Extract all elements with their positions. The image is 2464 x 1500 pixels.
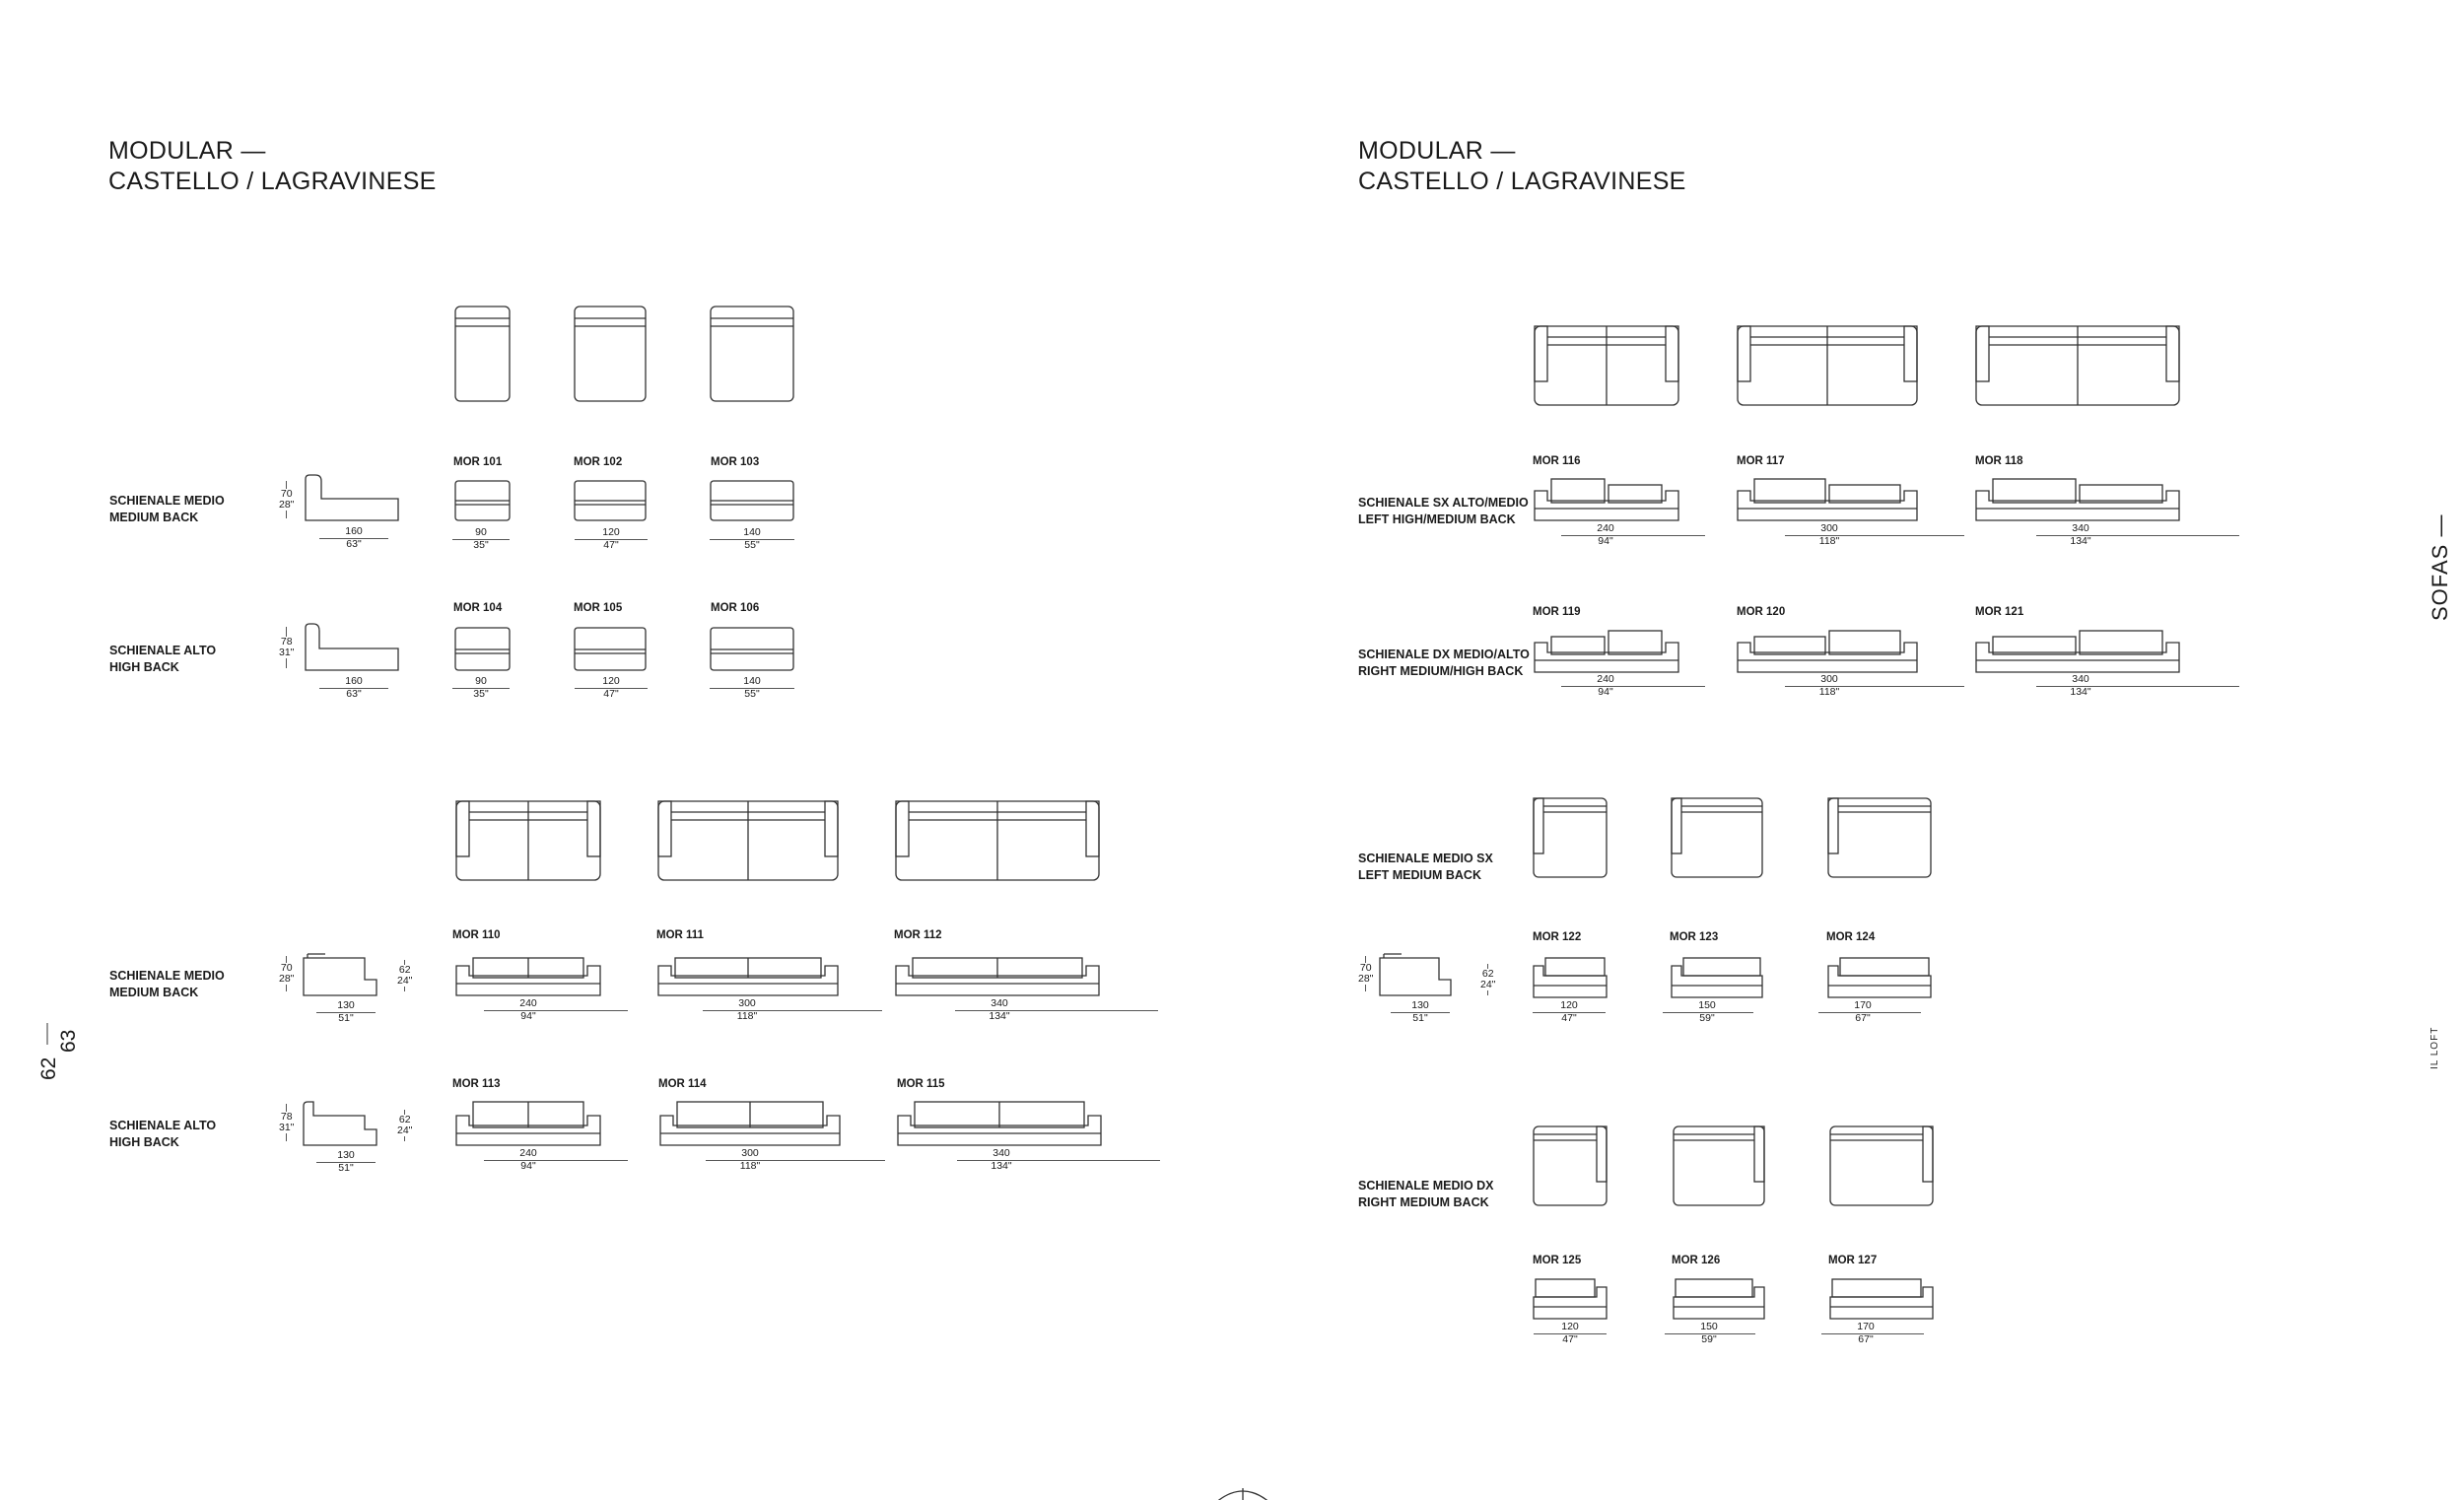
module-width: 140 55": [708, 527, 796, 551]
module-code: MOR 124: [1826, 931, 1876, 943]
page-number-left: 62: [37, 1057, 60, 1080]
module-code: MOR 113: [452, 1078, 501, 1090]
module-code: MOR 121: [1975, 606, 2024, 618]
front-mor-112: [896, 958, 1099, 995]
plan-mor-102: [575, 307, 646, 401]
binding-mark-icon: [1214, 1488, 1271, 1500]
module-width: 340 134": [2036, 674, 2125, 698]
plan-mor-123: [1672, 798, 1762, 877]
module-width: 300 118": [1785, 674, 1874, 698]
module-width: 300 118": [706, 1148, 794, 1172]
page-number-right: 63: [57, 1029, 80, 1053]
module-code: MOR 123: [1670, 931, 1719, 943]
module-width: 120 47": [1525, 1000, 1613, 1024]
plan-mor-111: [658, 801, 838, 880]
right-row1-label: SCHIENALE SX ALTO/MEDIO LEFT HIGH/MEDIUM BACK: [1358, 496, 1529, 526]
profile-right-row3: [1380, 954, 1451, 995]
module-code: MOR 118: [1975, 455, 2023, 467]
module-width: 90 35": [437, 527, 525, 551]
front-mor-105: [575, 628, 646, 670]
plan-mor-124: [1828, 798, 1931, 877]
module-code: MOR 106: [711, 602, 760, 614]
front-mor-103: [711, 481, 793, 520]
front-mor-119: [1535, 631, 1678, 672]
left-title-line2: CASTELLO / LAGRAVINESE: [108, 168, 437, 195]
left-row2-label: SCHIENALE ALTO HIGH BACK: [109, 644, 217, 674]
front-mor-121: [1976, 631, 2179, 672]
module-code: MOR 127: [1828, 1255, 1878, 1266]
right-row3-seat-height: 62 24": [1480, 964, 1495, 995]
plan-mor-117: [1738, 326, 1917, 405]
module-code: MOR 101: [453, 456, 503, 468]
front-mor-115: [898, 1102, 1101, 1145]
front-mor-111: [658, 958, 838, 995]
front-mor-116: [1535, 479, 1678, 520]
module-code: MOR 115: [897, 1078, 945, 1090]
module-width: 300 118": [703, 998, 791, 1022]
front-mor-122: [1534, 958, 1607, 997]
left-title-line1: MODULAR —: [108, 137, 266, 165]
plan-mor-103: [711, 307, 793, 401]
front-mor-117: [1738, 479, 1917, 520]
module-width: 90 35": [437, 676, 525, 700]
right-row3-height: 70 28": [1358, 956, 1373, 991]
left-row2-height: 78 31": [279, 627, 294, 668]
module-code: MOR 111: [656, 929, 704, 941]
left-row3-height: 70 28": [279, 956, 294, 991]
plan-mor-118: [1976, 326, 2179, 405]
module-code: MOR 103: [711, 456, 760, 468]
module-code: MOR 114: [658, 1078, 707, 1090]
left-row4-width: 130 51": [302, 1150, 390, 1174]
profile-row2: [306, 624, 398, 670]
module-width: 170 67": [1818, 1000, 1907, 1024]
module-width: 340 134": [957, 1148, 1046, 1172]
module-width: 120 47": [567, 527, 655, 551]
profile-row4: [304, 1102, 376, 1145]
profile-row1: [306, 475, 398, 520]
module-code: MOR 126: [1672, 1255, 1721, 1266]
right-title-line1: MODULAR —: [1358, 137, 1516, 165]
module-width: 150 59": [1663, 1000, 1751, 1024]
front-mor-106: [711, 628, 793, 670]
left-row4-height: 78 31": [279, 1104, 294, 1141]
module-code: MOR 104: [453, 602, 503, 614]
module-code: MOR 117: [1737, 455, 1785, 467]
left-row1-label: SCHIENALE MEDIO MEDIUM BACK: [109, 494, 225, 524]
front-mor-125: [1534, 1279, 1607, 1319]
left-row1-width: 160 63": [309, 526, 398, 550]
module-width: 340 134": [2036, 523, 2125, 547]
front-mor-120: [1738, 631, 1917, 672]
front-mor-124: [1828, 958, 1931, 997]
front-mor-127: [1830, 1279, 1933, 1319]
front-mor-123: [1672, 958, 1762, 997]
front-mor-110: [456, 958, 600, 995]
left-row3-seat-height: 62 24": [397, 960, 412, 991]
module-code: MOR 119: [1533, 606, 1581, 618]
module-width: 300 118": [1785, 523, 1874, 547]
left-row1-height: 70 28": [279, 481, 294, 518]
front-mor-114: [660, 1102, 840, 1145]
right-row4-label: SCHIENALE MEDIO DX RIGHT MEDIUM BACK: [1358, 1179, 1494, 1209]
left-row4-seat-height: 62 24": [397, 1110, 412, 1141]
left-row3-width: 130 51": [302, 1000, 390, 1024]
module-code: MOR 110: [452, 929, 501, 941]
plan-mor-125: [1534, 1126, 1607, 1205]
module-code: MOR 120: [1737, 606, 1786, 618]
module-code: MOR 105: [574, 602, 623, 614]
module-width: 120 47": [1526, 1322, 1614, 1345]
right-title-line2: CASTELLO / LAGRAVINESE: [1358, 168, 1686, 195]
right-row2-label: SCHIENALE DX MEDIO/ALTO RIGHT MEDIUM/HIGH BACK: [1358, 648, 1530, 678]
brand-label: IL LOFT: [2430, 1026, 2440, 1069]
front-mor-126: [1674, 1279, 1764, 1319]
module-width: 150 59": [1665, 1322, 1753, 1345]
right-row3-label: SCHIENALE MEDIO SX LEFT MEDIUM BACK: [1358, 852, 1493, 882]
module-code: MOR 116: [1533, 455, 1581, 467]
front-mor-102: [575, 481, 646, 520]
module-code: MOR 102: [574, 456, 623, 468]
module-width: 140 55": [708, 676, 796, 700]
profile-row3: [304, 954, 376, 995]
front-mor-118: [1976, 479, 2179, 520]
right-row3-width: 130 51": [1376, 1000, 1465, 1024]
module-width: 120 47": [567, 676, 655, 700]
module-width: 240 94": [1561, 674, 1650, 698]
module-width: 240 94": [484, 1148, 573, 1172]
plan-mor-122: [1534, 798, 1607, 877]
module-code: MOR 112: [894, 929, 942, 941]
plan-mor-110: [456, 801, 600, 880]
plan-mor-116: [1535, 326, 1678, 405]
module-code: MOR 125: [1533, 1255, 1582, 1266]
module-width: 170 67": [1821, 1322, 1910, 1345]
module-width: 240 94": [1561, 523, 1650, 547]
left-row4-label: SCHIENALE ALTO HIGH BACK: [109, 1119, 217, 1149]
module-code: MOR 122: [1533, 931, 1582, 943]
module-width: 340 134": [955, 998, 1044, 1022]
plan-mor-126: [1674, 1126, 1764, 1205]
plan-mor-112: [896, 801, 1099, 880]
front-mor-113: [456, 1102, 600, 1145]
plan-mor-127: [1830, 1126, 1933, 1205]
section-label: SOFAS —: [2428, 513, 2452, 621]
module-width: 240 94": [484, 998, 573, 1022]
left-row3-label: SCHIENALE MEDIO MEDIUM BACK: [109, 969, 225, 999]
front-mor-101: [455, 481, 510, 520]
front-mor-104: [455, 628, 510, 670]
plan-mor-101: [455, 307, 510, 401]
left-row2-width: 160 63": [309, 676, 398, 700]
